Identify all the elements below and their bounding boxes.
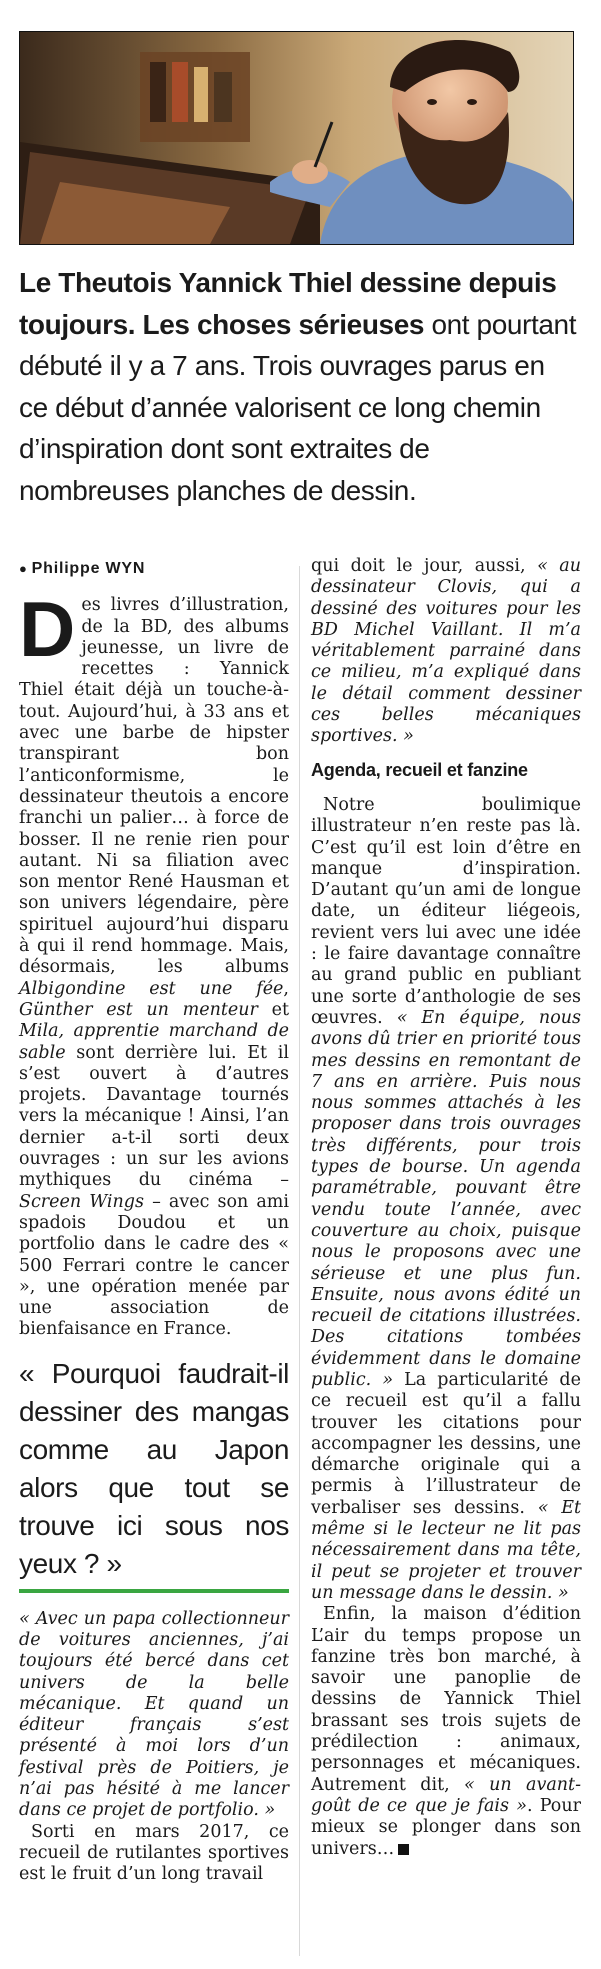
left-paragraph-1: Des livres d’illustration, de la BD, des albums jeunesse, un livre de recettes : Yannick Thiel était déjà un touche-à-tout. Aujourd’hui, à 33 ans et avec une barbe de hipster transpirant bon l’anticonformisme, le dessinateur theutois a encore franchi un palier… à force de bosser. Il ne renie rien pour autant. Ni sa filiation avec son mentor René Hausman et son univers légendaire, père spirituel aujourd’hui disparu à qui il rend hommage. Mais, désormais, les albums Albigondine est une fée, Günther est un menteur et Mila, apprentie marchand de sable sont derrière lui. Et il s’est ouvert à d’autres projets. Davantage tournés vers la mécanique ! Ainsi, l’an dernier a-t-il sorti deux ouvrages : un sur les avions mythiques du cinéma – Screen Wings – avec son ami spadois Doudou et un portfolio dans le cadre des « 500 Ferrari contre le cancer », une opération menée par une association de bienfaisance en France. [19, 585, 289, 1340]
right-paragraph-1: qui doit le jour, aussi, « au dessinateur Clovis, qui a dessiné des voitures pour les BD Michel Vaillant. Il m’a véritablement parrainé dans ce milieu, m’a expliqué dans le détail comment dessiner ces belles mécaniques sportives. » [311, 556, 581, 747]
byline [19, 558, 289, 579]
right-column [311, 556, 581, 1860]
article-lead [19, 262, 579, 511]
left-paragraph-2: « Avec un papa collectionneur de voitures anciennes, j’ai toujours été bercé dans cet univers de la belle mécanique. Et quand un éditeur français s’est présenté à moi lors d’un festival près de Poitiers, je n’ai pas hésité à me lancer dans ce projet de portfolio. » [19, 1608, 289, 1821]
article-photo [19, 31, 574, 245]
author-name: Philippe WYN [31, 560, 146, 577]
column-divider [299, 566, 300, 1956]
right-paragraph-2: Notre boulimique illustrateur n’en reste pas là. C’est qu’il est loin d’être en manque d’inspiration. D’autant qu’un ami de longue date, un éditeur liégeois, revient vers lui avec une idée : le faire davantage connaître au grand public en publiant une sorte d’anthologie de ses œuvres. « En équipe, nous avons dû trier en priorité tous mes dessins en remontant de 7 ans en arrière. Puis nous nous sommes attachés à les proposer dans trois ouvrages très différents, pour trois types de bourse. Un agenda paramétrable, pouvant être vendu toute l’année, avec couverture au choix, puisque nous le proposons avec une sérieuse et une plus fun. Ensuite, nous avons édité un recueil de citations illustrées. Des citations tombées évidemment dans le domaine public. » La particularité de ce recueil est qu’il a fallu trouver les citations pour accompagner les dessins, une démarche originale qui a permis à l’illustrateur de verbaliser ses dessins. « Et même si le lecteur ne lit pas nécessairement dans ma tête, il peut se projeter et trouver un message dans le dessin. » [311, 794, 582, 1603]
section-subhead: Agenda, recueil et fanzine [311, 759, 528, 780]
end-of-article-mark [398, 1844, 409, 1855]
left-paragraph-3: Sorti en mars 2017, ce recueil de rutilantes sportives est le fruit d’un long travail [19, 1821, 289, 1885]
right-paragraph-3: Enfin, la maison d’édition L’air du temps propose un fanzine très bon marché, à savoir une panoplie de dessins de Yannick Thiel brassant ses trois sujets de prédilection : animaux, personnages et mécaniques. Autrement dit, « un avant-goût de ce que je fais ». Pour mieux se plonger dans son univers… [311, 1604, 581, 1859]
pull-quote-rule [19, 1589, 289, 1593]
bullet-icon: ● [19, 561, 28, 576]
left-column [19, 556, 289, 1886]
article-lead-bold: Le Theutois Yannick Thiel dessine depuis toujours. Les choses sérieuses [19, 267, 557, 340]
photo-illustration [20, 32, 573, 244]
article-lead-rest: ont pourtant débuté il y a 7 ans. Trois ouvrages parus en ce début d’année valorisent ce long chemin d’inspiration dont sont extraites de nombreuses planches de dessin. [19, 308, 577, 506]
pull-quote: « Pourquoi faudrait-il dessiner des mangas comme au Japon alors que tout se trouve ici sous nos yeux ? » [19, 1357, 289, 1579]
drop-cap: D [19, 585, 76, 674]
